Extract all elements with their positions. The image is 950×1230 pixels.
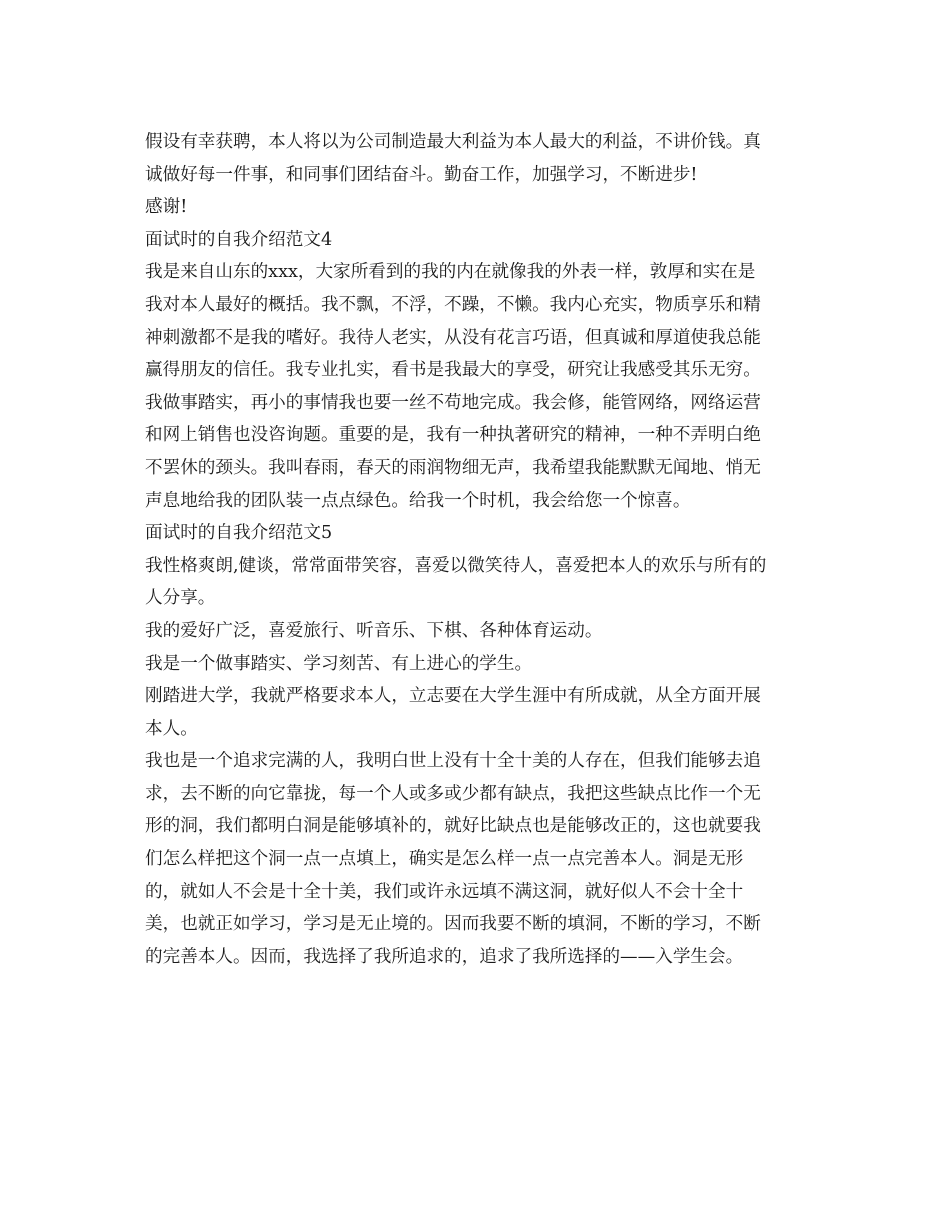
- paragraph-line: 我对本人最好的概括。我不飘，不浮，不躁，不懒。我内心充实，物质享乐和精: [145, 294, 761, 315]
- paragraph-line: 形的洞，我们都明白洞是能够填补的，就好比缺点也是能够改正的，这也就要我: [145, 816, 761, 837]
- paragraph-line: 们怎么样把这个洞一点一点填上，确实是怎么样一点一点完善本人。洞是无形: [145, 849, 744, 870]
- paragraph-line: 感谢!: [145, 197, 188, 218]
- paragraph-line: 刚踏进大学，我就严格要求本人，立志要在大学生涯中有所成就，从全方面开展: [145, 686, 761, 707]
- paragraph-line: 假设有幸获聘，本人将以为公司制造最大利益为本人最大的利益，不讲价钱。真: [145, 132, 761, 152]
- paragraph-line: 的完善本人。因而，我选择了我所追求的，追求了我所选择的——入学生会。: [145, 946, 744, 967]
- paragraph-line: 和网上销售也没咨询题。重要的是，我有一种执著研究的精神，一种不弄明白绝: [145, 425, 761, 446]
- paragraph-line: 声息地给我的团队装一点点绿色。给我一个时机，我会给您一个惊喜。: [145, 490, 691, 511]
- paragraph-line: 我是来自山东的xxx，大家所看到的我的内在就像我的外表一样，敦厚和实在是: [145, 262, 756, 283]
- section-heading: 面试时的自我介绍范文4: [145, 229, 333, 250]
- paragraph-line: 我也是一个追求完满的人，我明白世上没有十全十美的人存在，但我们能够去追: [145, 751, 761, 772]
- paragraph-line: 不罢休的颈头。我叫春雨，春天的雨润物细无声，我希望我能默默无闻地、悄无: [145, 457, 761, 478]
- paragraph-line: 我性格爽朗,健谈，常常面带笑容，喜爱以微笑待人，喜爱把本人的欢乐与所有的: [145, 555, 767, 576]
- paragraph-line: 求，去不断的向它靠拢，每一个人或多或少都有缺点，我把这些缺点比作一个无: [145, 783, 761, 804]
- paragraph-line: 赢得朋友的信任。我专业扎实，看书是我最大的享受，研究让我感受其乐无穷。: [145, 360, 761, 381]
- paragraph-line: 人分享。: [145, 588, 216, 609]
- paragraph-line: 我做事踏实，再小的事情我也要一丝不苟地完成。我会修，能管网络，网络运营: [145, 392, 761, 413]
- paragraph-line: 我的爱好广泛，喜爱旅行、听音乐、下棋、各种体育运动。: [145, 620, 603, 641]
- paragraph-line: 神刺激都不是我的嗜好。我待人老实，从没有花言巧语，但真诚和厚道使我总能: [145, 327, 761, 348]
- section-heading: 面试时的自我介绍范文5: [145, 523, 333, 544]
- paragraph-line: 本人。: [145, 718, 198, 739]
- document-body: [145, 126, 805, 973]
- paragraph-line: 诚做好每一件事，和同事们团结奋斗。勤奋工作，加强学习，不断进步!: [145, 164, 698, 185]
- paragraph-line: 的，就如人不会是十全十美，我们或许永远填不满这洞，就好似人不会十全十: [145, 881, 744, 902]
- paragraph-line: 美，也就正如学习，学习是无止境的。因而我要不断的填洞，不断的学习，不断: [145, 914, 761, 935]
- paragraph-line: 我是一个做事踏实、学习刻苦、有上进心的学生。: [145, 653, 533, 674]
